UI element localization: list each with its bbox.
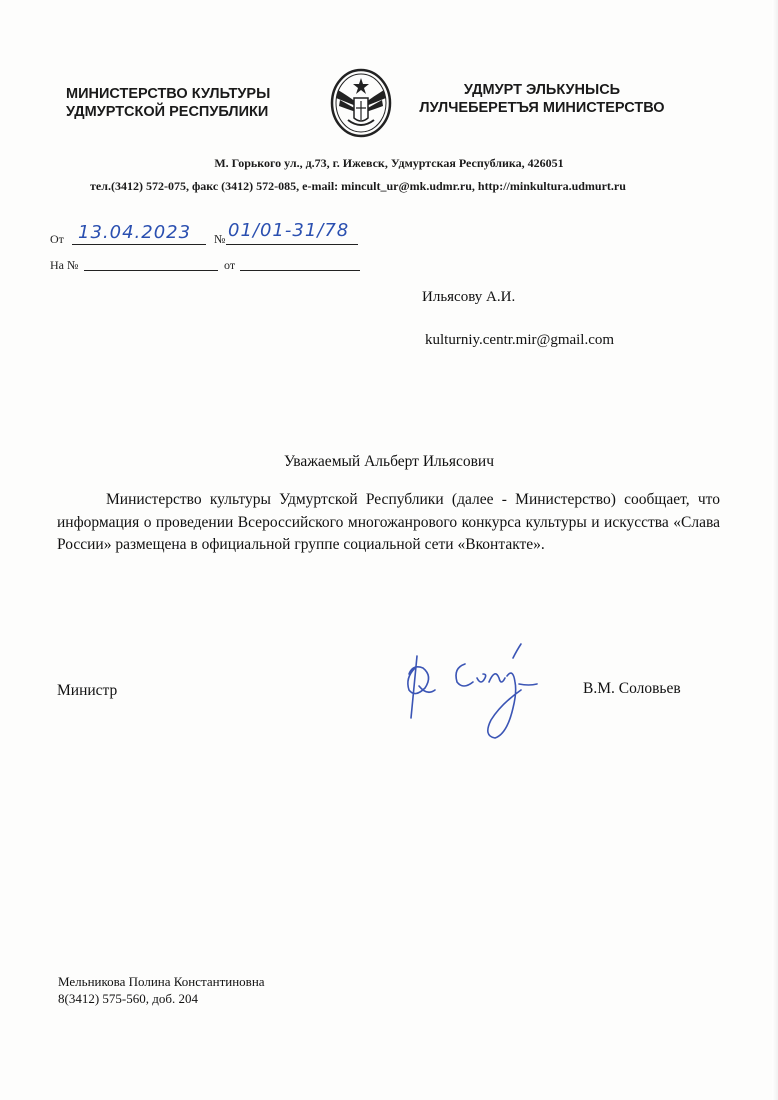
reply-date-label: от <box>224 258 236 272</box>
number-underline <box>226 244 358 245</box>
number-label: № <box>214 232 226 246</box>
org-name-russian-line2: УДМУРТСКОЙ РЕСПУБЛИКИ <box>66 104 269 120</box>
from-date-underline <box>72 244 206 245</box>
recipient-name: Ильясову А.И. <box>422 289 516 305</box>
number-value: 01/01-31/78 <box>228 220 350 241</box>
signatory-title: Министр <box>57 682 118 699</box>
executor-phone: 8(3412) 575-560, доб. 204 <box>58 991 198 1006</box>
from-label: От <box>50 232 64 246</box>
signatory-name: В.М. Соловьев <box>583 680 681 697</box>
executor-name: Мельникова Полина Константиновна <box>58 974 265 989</box>
org-name-udmurt <box>410 81 674 117</box>
reply-date-underline <box>240 270 360 271</box>
udmurt-coat-of-arms-icon <box>318 68 404 138</box>
org-contacts: тел.(3412) 572-075, факс (3412) 572-085, e-mail: mincult_ur@mk.udmr.ru, http://minkultura.udmurt.ru <box>90 179 626 193</box>
org-name-udmurt-line2: ЛУЛЧЕБЕРЕТЪЯ МИНИСТЕРСТВО <box>419 100 665 116</box>
recipient-email: kulturniy.centr.mir@gmail.com <box>425 332 615 348</box>
handwritten-signature <box>395 638 545 748</box>
from-date: 13.04.2023 <box>78 222 192 243</box>
letter-body: Министерство культуры Удмуртской Республики (далее - Министерство) сообщает, что информация о проведении Всероссийского многожанрового конкурса культуры и искусства «Слава России» размещена в официальной группе социальной сети «Вконтакте». <box>57 491 720 553</box>
page-edge-shadow <box>772 0 778 1100</box>
salutation: Уважаемый Альберт Ильясович <box>284 453 494 470</box>
org-name-russian-line1: МИНИСТЕРСТВО КУЛЬТУРЫ <box>66 86 271 102</box>
executor-block <box>58 973 265 1007</box>
reply-number-underline <box>84 270 218 271</box>
org-address: М. Горького ул., д.73, г. Ижевск, Удмуртская Республика, 426051 <box>214 156 564 170</box>
reply-label: На № <box>50 258 79 272</box>
org-name-udmurt-line1: УДМУРТ ЭЛЬКУНЫСЬ <box>463 82 621 98</box>
org-name-russian <box>66 85 270 121</box>
